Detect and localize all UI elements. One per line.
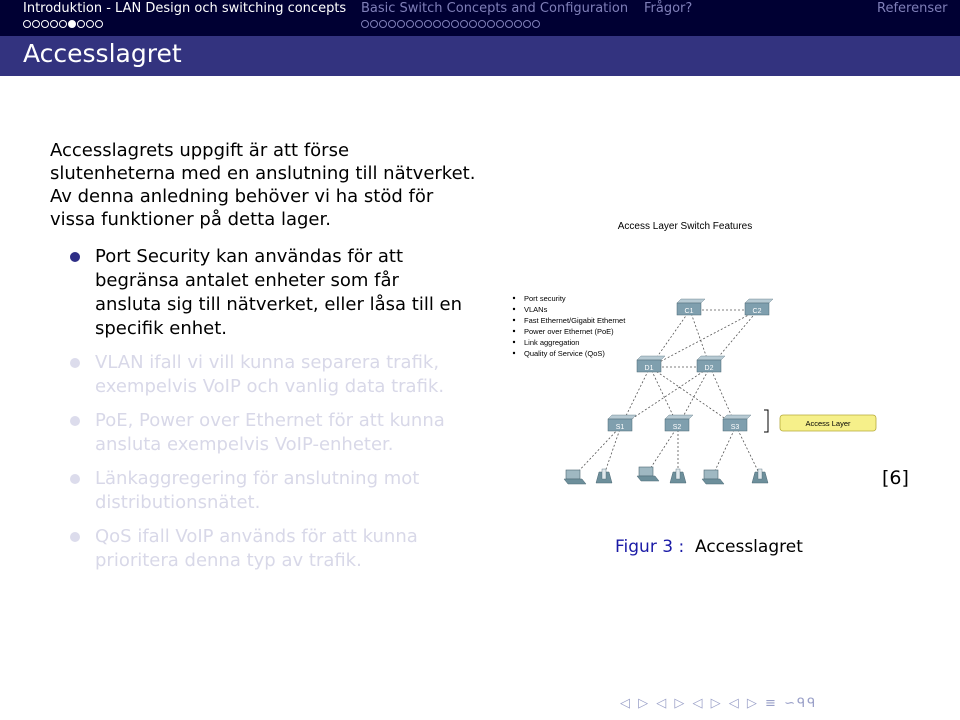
- feature-label: Fast Ethernet/Gigabit Ethernet: [524, 316, 626, 325]
- frame-title-bar: [0, 36, 960, 76]
- network-link: [604, 426, 621, 475]
- nav-dot[interactable]: [370, 20, 378, 28]
- switch-group: [608, 299, 773, 431]
- nav-dots-introduction: [23, 20, 103, 30]
- nav-dot[interactable]: [460, 20, 468, 28]
- nav-section-introduction[interactable]: Introduktion - LAN Design och switching concepts: [23, 1, 347, 16]
- feature-label: VLANs: [524, 305, 548, 314]
- nav-section-fragor[interactable]: Frågor?: [644, 1, 693, 16]
- beamer-navigation-symbols[interactable]: ◁ ▷ ◁ ▷ ◁ ▷ ◁ ▷ ≡ ∽ᑫᑫ: [620, 696, 818, 711]
- switch-c1: [677, 299, 705, 315]
- switch-d1: [637, 356, 665, 372]
- feature-bullet-icon: [513, 319, 515, 321]
- laptop-icon: [702, 470, 724, 484]
- switch-label: S3: [730, 424, 740, 431]
- list-item: [70, 245, 470, 341]
- nav-dot[interactable]: [397, 20, 405, 28]
- figure-caption-text: Accesslagret: [694, 537, 803, 557]
- list-item-text: VLAN ifall vi vill kunna separera trafik, exempelvis VoIP och vanlig data trafik.: [95, 352, 445, 397]
- switch-s3: [723, 415, 751, 431]
- figure-number: Figur 3 :: [615, 537, 685, 557]
- nav-dot[interactable]: [442, 20, 450, 28]
- list-item-text: Länkaggregering för anslutning mot distributionsnätet.: [95, 468, 420, 513]
- list-item-text: Port Security kan användas för att begränsa antalet enheter som får ansluta sig till nätverket, eller låsa till en specifik enhet.: [95, 246, 463, 339]
- list-item: [70, 409, 470, 457]
- laptop-icon: [564, 470, 586, 484]
- feature-bullet-icon: [513, 352, 515, 354]
- nav-dot[interactable]: [41, 20, 49, 28]
- nav-dot[interactable]: [59, 20, 67, 28]
- ip-phone-icon: [752, 469, 768, 483]
- switch-d2: [697, 356, 725, 372]
- layer-bracket: [764, 410, 768, 432]
- switch-label: S2: [672, 424, 682, 431]
- nav-dot[interactable]: [523, 20, 531, 28]
- nav-dot[interactable]: [451, 20, 459, 28]
- feature-label: Quality of Service (QoS): [524, 349, 605, 358]
- list-item: [70, 525, 470, 573]
- switch-label: S1: [615, 424, 625, 431]
- pc-group: [564, 467, 768, 484]
- nav-dot[interactable]: [379, 20, 387, 28]
- switch-c2: [745, 299, 773, 315]
- network-link: [575, 426, 621, 475]
- nav-dot[interactable]: [505, 20, 513, 28]
- nav-dot[interactable]: [415, 20, 423, 28]
- network-link: [621, 367, 710, 426]
- ip-phone-icon: [670, 469, 686, 483]
- feature-label: Power over Ethernet (PoE): [524, 327, 614, 336]
- nav-dot[interactable]: [86, 20, 94, 28]
- nav-dot[interactable]: [388, 20, 396, 28]
- list-item: [70, 467, 470, 515]
- switch-s1: [608, 415, 636, 431]
- nav-dot[interactable]: [478, 20, 486, 28]
- network-link: [736, 426, 760, 475]
- nav-dot[interactable]: [532, 20, 540, 28]
- nav-dot[interactable]: [361, 20, 369, 28]
- switch-label: D2: [704, 365, 714, 372]
- nav-section-basic-switch[interactable]: Basic Switch Concepts and Configuration: [361, 1, 629, 16]
- list-item-text: QoS ifall VoIP används för att kunna prioritera denna typ av trafik.: [95, 526, 418, 571]
- bullet-icon: [70, 358, 80, 368]
- access-layer-figure: [500, 210, 851, 510]
- switch-s2: [665, 415, 693, 431]
- nav-dot[interactable]: [68, 20, 76, 28]
- nav-dot[interactable]: [433, 20, 441, 28]
- feature-bullet-icon: [513, 308, 515, 310]
- bullet-icon: [70, 532, 80, 542]
- feature-bullet-icon: [513, 297, 515, 299]
- nav-section-referenser[interactable]: Referenser: [877, 1, 948, 16]
- feature-bullet-icon: [513, 330, 515, 332]
- feature-bullets: [513, 294, 626, 358]
- switch-label: D1: [644, 365, 654, 372]
- list-item: [70, 351, 470, 399]
- nav-dot[interactable]: [496, 20, 504, 28]
- nav-dot[interactable]: [469, 20, 477, 28]
- ip-phone-icon: [596, 469, 612, 483]
- network-link: [713, 426, 736, 475]
- switch-label: C2: [752, 308, 762, 315]
- nav-dot[interactable]: [406, 20, 414, 28]
- nav-dot[interactable]: [77, 20, 85, 28]
- nav-dot[interactable]: [50, 20, 58, 28]
- nav-dot[interactable]: [32, 20, 40, 28]
- nav-dot[interactable]: [487, 20, 495, 28]
- switch-label: C1: [684, 308, 694, 315]
- feature-label: Port security: [524, 294, 566, 303]
- nav-dot[interactable]: [23, 20, 31, 28]
- list-item-text: PoE, Power over Ethernet för att kunna ansluta exempelvis VoIP-enheter.: [95, 410, 445, 455]
- nav-dot[interactable]: [424, 20, 432, 28]
- reference-marker: [6]: [882, 467, 909, 489]
- page-title: Accesslagret: [23, 39, 182, 68]
- feature-bullet-icon: [513, 341, 515, 343]
- figure-title: Access Layer Switch Features: [617, 221, 753, 232]
- navigation-bar: [0, 0, 960, 36]
- nav-dot[interactable]: [514, 20, 522, 28]
- bullet-icon: [70, 416, 80, 426]
- network-link: [648, 426, 678, 472]
- intro-text: Accesslagrets uppgift är att förse slutenheterna med en anslutning till nätverket. Av denna anledning behöver vi ha stöd för vissa funktioner på detta lager.: [50, 140, 476, 230]
- laptop-icon: [637, 467, 659, 481]
- bullet-icon: [70, 252, 80, 262]
- feature-label: Link aggregation: [524, 338, 580, 347]
- figure-caption: [615, 537, 803, 557]
- nav-dots-basic-switch: [361, 20, 540, 30]
- bullet-icon: [70, 474, 80, 484]
- access-layer-label: Access Layer: [805, 419, 851, 428]
- feature-list: [70, 245, 470, 583]
- nav-dot[interactable]: [95, 20, 103, 28]
